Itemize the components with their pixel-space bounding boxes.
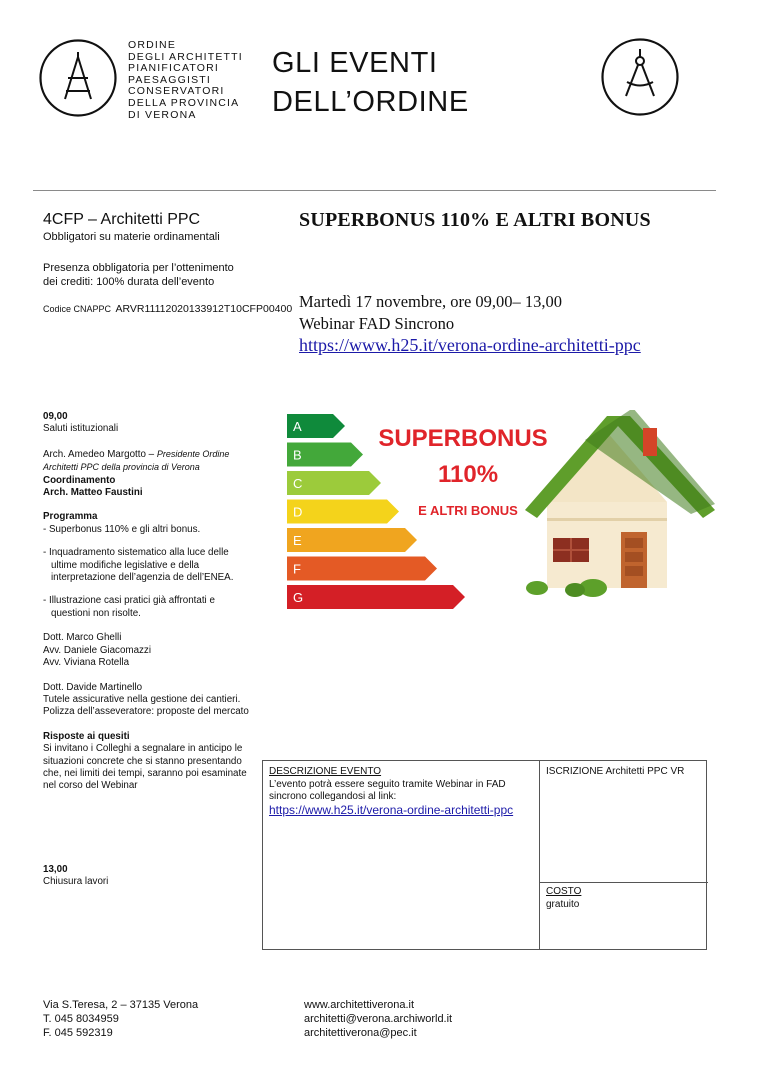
questions-text: situazioni concrete che si stanno presentando <box>43 755 242 767</box>
cost-label: COSTO <box>546 886 582 897</box>
start-time: 09,00 <box>43 411 68 422</box>
org-line: DI VERONA <box>128 108 197 121</box>
energy-class-bar-e <box>287 528 417 552</box>
coord-label: Coordinamento <box>43 474 116 486</box>
energy-class-label-f: F <box>293 561 301 577</box>
org-line: DELLA PROVINCIA <box>128 96 240 109</box>
title-line-2: DELL’ORDINE <box>272 86 469 118</box>
speaker-1-role-2: Architetti PPC della provincia di Verona <box>43 462 200 473</box>
cnappc-code <box>43 299 292 317</box>
box-divider-horizontal <box>539 882 708 883</box>
speaker: Dott. Marco Ghelli <box>43 632 122 644</box>
program-item-2: - Inquadramento sistematico alla luce delle <box>43 547 229 559</box>
info-box <box>262 760 707 950</box>
speaker-topic: Polizza dell’asseveratore: proposte del mercato <box>43 706 249 718</box>
org-line: DEGLI ARCHITETTI <box>128 50 243 63</box>
energy-class-label-a: A <box>293 419 302 434</box>
org-line: ORDINE <box>128 39 177 51</box>
end-time: 13,00 <box>43 864 68 875</box>
registration-label: ISCRIZIONE Architetti PPC VR <box>546 766 685 777</box>
footer-web <box>304 998 452 1040</box>
event-title: SUPERBONUS 110% E ALTRI BONUS <box>299 209 651 231</box>
description-label: DESCRIZIONE EVENTO <box>269 766 382 777</box>
credits-subtitle: Obbligatori su materie ordinamentali <box>43 231 220 243</box>
questions-text: nel corso del Webinar <box>43 780 138 792</box>
energy-class-bar-f <box>287 557 437 581</box>
banner-word-2: 110% <box>437 461 499 488</box>
coord-name: Arch. Matteo Faustini <box>43 487 143 499</box>
speaker: Dott. Davide Martinello <box>43 681 143 693</box>
energy-class-label-b: B <box>293 447 302 463</box>
program-item-2-cont: interpretazione dell’agenzia de dell’ENEA. <box>51 572 234 584</box>
speaker: Avv. Viviana Rotella <box>43 657 130 669</box>
program-item-2-cont: ultime modifiche legislative e della <box>51 559 200 571</box>
energy-class-label-d: D <box>293 504 303 520</box>
event-format: Webinar FAD Sincrono <box>299 314 455 333</box>
description-link[interactable]: https://www.h25.it/verona-ordine-architetti-ppc <box>269 802 514 817</box>
presence-line-2: dei crediti: 100% durata dell’evento <box>43 276 215 288</box>
compass-logo <box>600 37 680 117</box>
questions-label: Risposte ai quesiti <box>43 730 130 742</box>
energy-class-label-e: E <box>293 533 302 548</box>
program-column <box>43 411 258 793</box>
org-name <box>128 40 243 121</box>
description-text: sincrono collegandosi al link: <box>269 791 397 802</box>
energy-class-bar-d <box>287 500 399 524</box>
house-icon <box>525 410 715 597</box>
superbonus-banner <box>285 410 720 610</box>
energy-class-label-c: C <box>293 476 303 491</box>
questions-text: Si invitano i Colleghi a segnalare in anticipo le <box>43 743 243 755</box>
org-line: PAESAGGISTI <box>128 73 212 86</box>
footer-contacts <box>43 998 198 1040</box>
program-item-3: - Illustrazione casi pratici già affrontati e <box>43 595 215 607</box>
fax: F. 045 592319 <box>43 1027 113 1039</box>
banner-word-3: E ALTRI BONUS <box>418 503 518 518</box>
org-line: CONSERVATORI <box>128 85 225 98</box>
energy-class-bar-g <box>287 585 465 609</box>
pec-link[interactable]: architettiverona@pec.it <box>304 1027 417 1039</box>
program-label: Programma <box>43 511 98 523</box>
banner-word-1: SUPERBONUS <box>378 425 548 452</box>
event-link[interactable]: https://www.h25.it/verona-ordine-architetti-ppc <box>299 335 641 355</box>
questions-text: che, nei limiti dei tempi, saranno poi esaminate <box>43 767 247 779</box>
energy-class-label-g: G <box>293 590 304 605</box>
description-cell <box>269 766 534 818</box>
box-divider-vertical <box>539 761 540 949</box>
code-value: ARVR11112020133912T10CFP00400 <box>115 303 293 315</box>
telephone: T. 045 8034959 <box>43 1013 119 1025</box>
title-line-1: GLI EVENTI <box>272 47 438 79</box>
org-line: PIANIFICATORI <box>128 62 220 75</box>
speaker-1-role: Presidente Ordine <box>156 448 230 459</box>
description-text: L’evento potrà essere seguito tramite Webinar in FAD <box>269 778 506 790</box>
header-divider <box>33 190 716 191</box>
program-item-1: - Superbonus 110% e gli altri bonus. <box>43 523 201 535</box>
closing-text: Chiusura lavori <box>43 876 109 888</box>
order-logo <box>38 38 118 118</box>
page-title <box>272 44 469 122</box>
closing-block <box>43 864 108 889</box>
event-date: Martedì 17 novembre, ore 09,00– 13,00 <box>299 292 563 311</box>
speaker-1: Arch. Amedeo Margotto – Presidente Ordine <box>43 448 230 460</box>
address: Via S.Teresa, 2 – 37135 Verona <box>43 999 199 1011</box>
cost-cell <box>546 886 581 911</box>
email-link[interactable]: architetti@verona.archiworld.it <box>304 1013 453 1025</box>
cost-value: gratuito <box>546 898 580 910</box>
greetings: Saluti istituzionali <box>43 423 119 435</box>
code-label: Codice CNAPPC <box>43 304 112 314</box>
speaker-topic: Tutele assicurative nella gestione dei cantieri. <box>43 693 241 705</box>
credits-title: 4CFP – Architetti PPC <box>43 211 201 228</box>
presence-line-1: Presenza obbligatoria per l’ottenimento <box>43 262 234 274</box>
program-item-3-cont: questioni non risolte. <box>51 607 141 619</box>
speaker: Avv. Daniele Giacomazzi <box>43 644 151 656</box>
website-link[interactable]: www.architettiverona.it <box>304 999 415 1011</box>
